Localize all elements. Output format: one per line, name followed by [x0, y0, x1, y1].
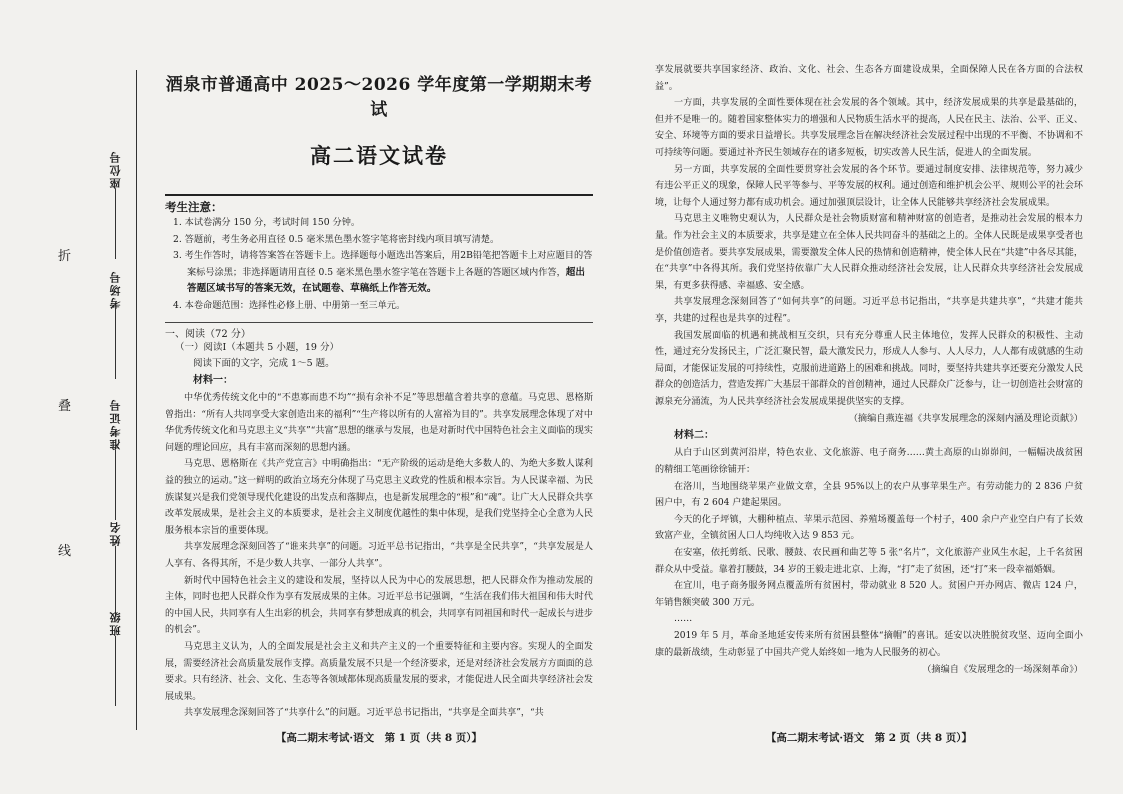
- fold-word-3: 线: [58, 544, 72, 559]
- paragraph: 马克思主义认为，人的全面发展是社会主义和共产主义的一个重要特征和主要内容。实现人的全面发展，需要经济社会高质量发展作支撑。高质量发展不只是一个经济要求，还是对经济社会发展方方面面的总要求。只有经济、社会、文化、生态等各领域都体现高质量发展的要求，才能促进人民全面共享经济社会发展成果。: [165, 641, 593, 702]
- binding-strip: [0, 0, 140, 794]
- notice-item-3-text: 3. 考生作答时，请将答案答在答题卡上。选择题每小题选出答案后，用2B铅笔把答题卡上对应题目的答案标号涂黑；非选择题请用直径 0.5 毫米黑色墨水签字笔在答题卡上各题的答题区域内作答，: [173, 250, 593, 278]
- page-1-footer: 【高二期末考试·语文 第 1 页（共 8 页）】: [275, 732, 483, 744]
- exam-room-field[interactable]: [108, 270, 128, 379]
- source-1: （摘编自燕连福《共享发展理念的深刻内涵及理论贡献》）: [848, 413, 1083, 425]
- notice-box: [165, 194, 593, 314]
- admission-field[interactable]: [108, 398, 128, 520]
- seat-field[interactable]: [108, 150, 128, 259]
- admission-label: 准考证号: [109, 398, 122, 450]
- class-label: 班级: [109, 610, 122, 636]
- name-field[interactable]: [108, 520, 128, 616]
- page-1: [165, 62, 593, 722]
- notice-head: 考生注意：: [165, 200, 223, 214]
- paragraph: 2019 年 5 月，革命圣地延安传来所有贫困县整体“摘帽”的喜讯。延安以决胜脱贫攻坚、迈向全面小康的最新战绩，生动彰显了中国共产党人始终如一地为人民服务的初心。: [655, 631, 1083, 658]
- admission-underline: [116, 450, 117, 520]
- paragraph: 今天的化子坪镇，大棚种植点、苹果示范园、养殖场覆盖每一个村子，400 余户产业空白户有了长效致富产业，全镇贫困人口人均纯收入达 9 853 元。: [655, 514, 1083, 542]
- exam-title: 酒泉市普通高中 2025～2026 学年度第一学期期末考试: [165, 75, 593, 120]
- notice-item-4: 4. 本卷命题范围：选择性必修上册、中册第一至三单元。: [173, 299, 406, 311]
- name-underline: [116, 546, 117, 616]
- exam-room-label: 考场号: [109, 270, 122, 309]
- fold-word-2: 叠: [58, 399, 72, 414]
- notice-item-1: 1. 本试卷满分 150 分，考试时间 150 分钟。: [173, 217, 361, 228]
- fold-word-1: 折: [58, 249, 72, 264]
- notice-bold: 超出答题区域书写的答案无效，在试题卷、草稿纸上作答无效。: [187, 266, 585, 294]
- seat-underline: [116, 189, 117, 259]
- subsection-head: （一）阅读Ⅰ（本题共 5 小题，19 分）: [175, 342, 339, 353]
- section-head: 一、阅读（72 分）: [165, 322, 593, 340]
- exam-room-underline: [116, 309, 117, 379]
- paragraph: 在洛川，当地围绕苹果产业做文章，全县 95%以上的农户从事苹果生产。有劳动能力的 2 836 户贫困户中，有 2 604 户建起果园。: [655, 481, 1083, 509]
- source-2: （摘编自《发展理念的一场深刻革命》）: [922, 664, 1083, 676]
- paragraph: 马克思主义唯物史观认为，人民群众是社会物质财富和精神财富的创造者，是推动社会发展的根本力量。作为社会主义的本质要求，共享是建立在全体人民共同奋斗的基础之上的。全体人民既是成果享受者也是价值创造者。要共享发展成果，需要激发全体人民的热情和创造精神，使全体人民在“共建”中各尽其能，在“共享”中各得其所。我们党坚持依靠广大人民群众推动经济社会发展，让人民群众共享经济社会发展成果，有更多获得感、幸福感、安全感。: [655, 214, 1083, 291]
- paragraph: 另一方面，共享发展的全面性要贯穿社会发展的各个环节。要通过制度安排、法律规范等，努力减少有违公平正义的现象，保障人民平等参与、平等发展的权利。通过创造和维护机会公平、规则公平的社会环境，让每个人通过努力都有成功机会。通过加强顶层设计，让全体人民能够共享经济社会发展成果。: [655, 164, 1083, 208]
- paragraph: ……: [674, 614, 693, 625]
- material-1-head: 材料一：: [193, 375, 233, 386]
- paper-title: 高二语文试卷: [310, 143, 448, 168]
- binding-line: [136, 70, 138, 730]
- paragraph: 新时代中国特色社会主义的建设和发展，坚持以人民为中心的发展思想，把人民群众作为推动发展的主体，同时也把人民群众作为享有发展成果的主体。习近平总书记强调，“生活在我们伟大祖国和伟大时代的中国人民，共同享有人生出彩的机会，共同享有梦想成真的机会，共同享有同祖国和时代一起成长与进步的机会”。: [165, 575, 593, 636]
- name-label: 姓名: [109, 520, 122, 546]
- class-underline: [116, 636, 117, 706]
- paragraph: 马克思、恩格斯在《共产党宣言》中明确指出：“无产阶级的运动是绝大多数人的、为绝大多数人谋利益的独立的运动。”这一鲜明的政治立场充分体现了马克思主义政党的性质和根本宗旨。为人民谋幸福、为民族谋复兴是我们党领导现代化建设的出发点和落脚点，也是新发展理念的“根”和“魂”。让广大人民群众共享改革发展成果，是社会主义的本质要求，是社会主义制度优越性的集中体现，是我们党坚持全心全意为人民服务根本宗旨的重要体现。: [165, 459, 593, 536]
- notice-item-2: 2. 答题前，考生务必用直径 0.5 毫米黑色墨水签字笔将密封线内项目填写清楚。: [173, 233, 500, 245]
- page-2-footer: 【高二期末考试·语文 第 2 页（共 8 页）】: [765, 732, 973, 744]
- class-field[interactable]: [108, 610, 128, 706]
- paragraph: 共享发展理念深刻回答了“共享什么”的问题。习近平总书记指出，“共享是全面共享”，“共: [184, 708, 544, 719]
- page-2: [655, 62, 1083, 678]
- seat-label: 座位号: [109, 150, 122, 189]
- paragraph: 享发展就要共享国家经济、政治、文化、社会、生态各方面建设成果，全面保障人民在各方面的合法权益”。: [655, 65, 1083, 92]
- paragraph: 我国发展面临的机遇和挑战相互交织，只有充分尊重人民主体地位，发挥人民群众的积极性、主动性，通过充分发扬民主，广泛汇聚民智，最大激发民力，形成人人参与、人人尽力，人人都有成就感的生动局面，才能保证发展的可持续性，克服前进道路上的困难和挑战。同时，要坚持共建共享还要充分激发人民群众的创造活力，营造发挥广大基层干部群众的首创精神，通过人民群众广泛参与，让一切创造社会财富的源泉充分涌流，为人民共享经济社会发展成果提供坚实的支撑。: [655, 330, 1083, 407]
- paragraph: 从白于山区到黄河沿岸，特色农业、文化旅游、电子商务……黄土高原的山峁峁间，一幅幅决战贫困的精细工笔画徐徐铺开：: [655, 448, 1083, 476]
- paragraph: 共享发展理念深刻回答了“谁来共享”的问题。习近平总书记指出，“共享是全民共享”，“共享发展是人人享有、各得其所，不是少数人共享、一部分人共享”。: [165, 542, 593, 569]
- instruction: 阅读下面的文字，完成 1～5 题。: [193, 358, 335, 369]
- paragraph: 中华优秀传统文化中的“不患寡而患不均”“损有余补不足”等思想蕴含着共享的意蕴。马克思、恩格斯曾指出：“所有人共同享受大家创造出来的福利”“生产将以所有的人富裕为目的”。共享发展理念体现了对中华优秀传统文化和马克思主义“共享”“共富”思想的继承与发展，也是对新时代中国特色社会主义面临的现实问题的理论回应，具有丰富而深刻的思想内涵。: [165, 393, 593, 453]
- paragraph: 在安塞，依托剪纸、民歌、腰鼓、农民画和曲艺等 5 张“名片”，文化旅游产业风生水起，上千名贫困群众从中受益。靠着打腰鼓，34 岁的王毅走进北京、上海，“打”走了贫困，还“打”来一段幸福婚姻。: [655, 548, 1083, 575]
- material-2-head: 材料二：: [674, 430, 714, 442]
- paragraph: 在宜川，电子商务服务网点覆盖所有贫困村，带动就业 8 520 人。贫困户开办网店、微店 124 户，年销售额突破 300 万元。: [655, 581, 1083, 608]
- paragraph: 一方面，共享发展的全面性要体现在社会发展的各个领域。其中，经济发展成果的共享是最基础的，但并不是唯一的。随着国家整体实力的增强和人民物质生活水平的提高，人民在民主、法治、公平、正义、安全、环境等方面的要求日益增长。共享发展理念旨在解决经济社会发展过程中出现的不平衡、不协调和不可持续等问题。要通过补齐民生领域存在的诸多短板，切实改善人民生活，促进人的全面发展。: [655, 98, 1083, 158]
- notice-item-3: [165, 248, 593, 298]
- paragraph: 共享发展理念深刻回答了“如何共享”的问题。习近平总书记指出，“共享是共建共享”，“共建才能共享，共建的过程也是共享的过程”。: [655, 297, 1083, 324]
